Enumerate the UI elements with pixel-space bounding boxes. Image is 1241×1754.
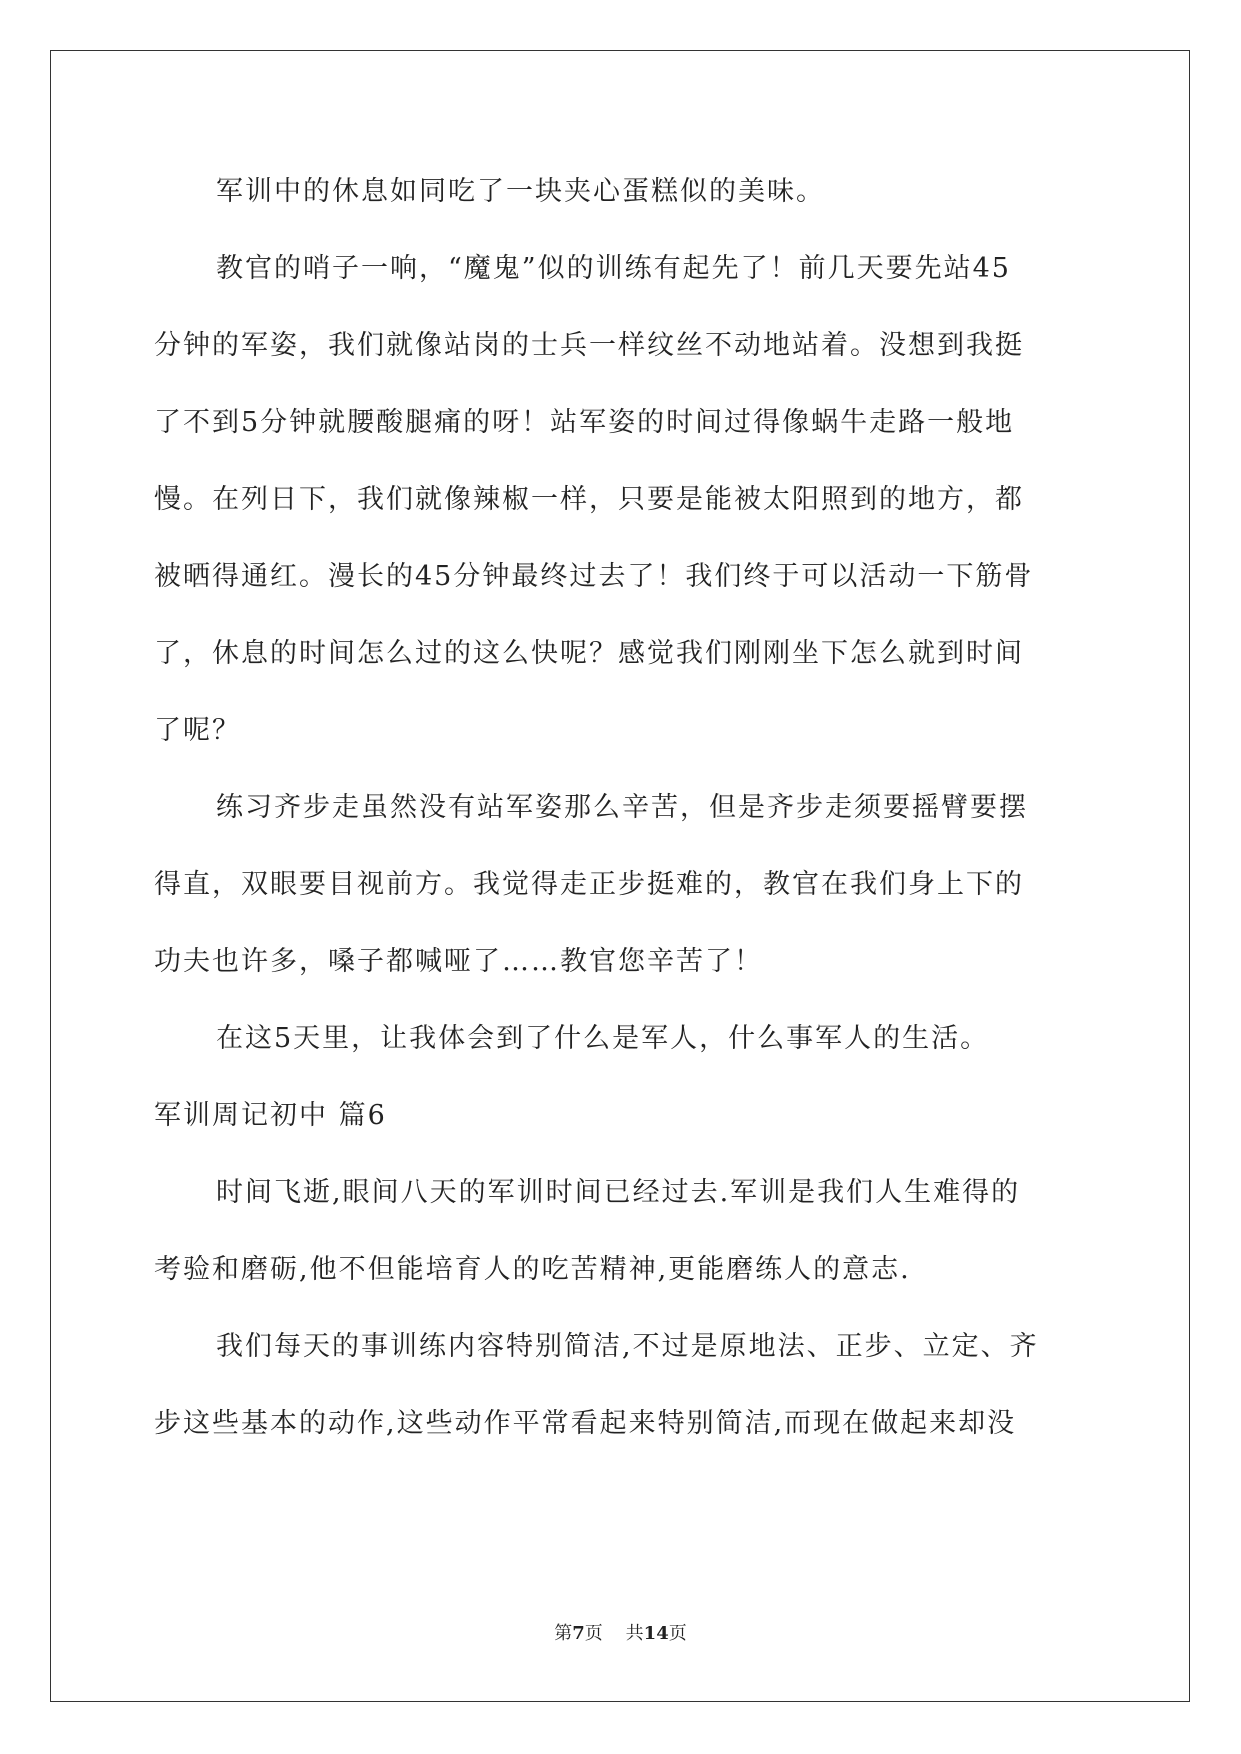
text-line: 了不到5分钟就腰酸腿痛的呀！站军姿的时间过得像蜗牛走路一般地 bbox=[154, 407, 1015, 438]
text-line: 在这5天里，让我体会到了什么是军人，什么事军人的生活。 bbox=[216, 1023, 990, 1054]
text-line: 练习齐步走虽然没有站军姿那么辛苦，但是齐步走须要摇臂要摆 bbox=[216, 792, 1028, 823]
total-pages: 14 bbox=[643, 1623, 669, 1644]
page-footer bbox=[0, 1622, 1241, 1646]
text-line: 考验和磨砺,他不但能培育人的吃苦精神,更能磨练人的意志. bbox=[154, 1254, 911, 1285]
text-line: 功夫也许多，嗓子都喊哑了……教官您辛苦了！ bbox=[154, 946, 763, 977]
text-line: 时间飞逝,眼间八天的军训时间已经过去.军训是我们人生难得的 bbox=[216, 1177, 1021, 1208]
text-line: 了，休息的时间怎么过的这么快呢？感觉我们刚刚坐下怎么就到时间 bbox=[154, 638, 1024, 669]
section-heading: 军训周记初中 篇6 bbox=[154, 1100, 387, 1131]
text-line: 分钟的军姿，我们就像站岗的士兵一样纹丝不动地站着。没想到我挺 bbox=[154, 330, 1024, 361]
text-line: 步这些基本的动作,这些动作平常看起来特别简洁,而现在做起来却没 bbox=[154, 1408, 1017, 1439]
page-number: 7 bbox=[572, 1623, 585, 1644]
text-line: 我们每天的事训练内容特别简洁,不过是原地法、正步、立定、齐 bbox=[216, 1331, 1039, 1362]
footer-total-suffix: 页 bbox=[668, 1623, 687, 1644]
text-line: 得直，双眼要目视前方。我觉得走正步挺难的，教官在我们身上下的 bbox=[154, 869, 1024, 900]
text-line: 军训中的休息如同吃了一块夹心蛋糕似的美味。 bbox=[216, 176, 825, 207]
text-line: 了呢？ bbox=[154, 715, 241, 746]
text-line: 教官的哨子一响，“魔鬼”似的训练有起先了！前几天要先站45 bbox=[216, 253, 1011, 284]
footer-page-suffix: 页 bbox=[584, 1623, 603, 1644]
footer-prefix: 第 bbox=[554, 1623, 573, 1644]
text-line: 慢。在列日下，我们就像辣椒一样，只要是能被太阳照到的地方，都 bbox=[154, 484, 1024, 515]
text-line: 被晒得通红。漫长的45分钟最终过去了！我们终于可以活动一下筋骨 bbox=[154, 561, 1034, 592]
footer-total-prefix: 共 bbox=[625, 1623, 644, 1644]
